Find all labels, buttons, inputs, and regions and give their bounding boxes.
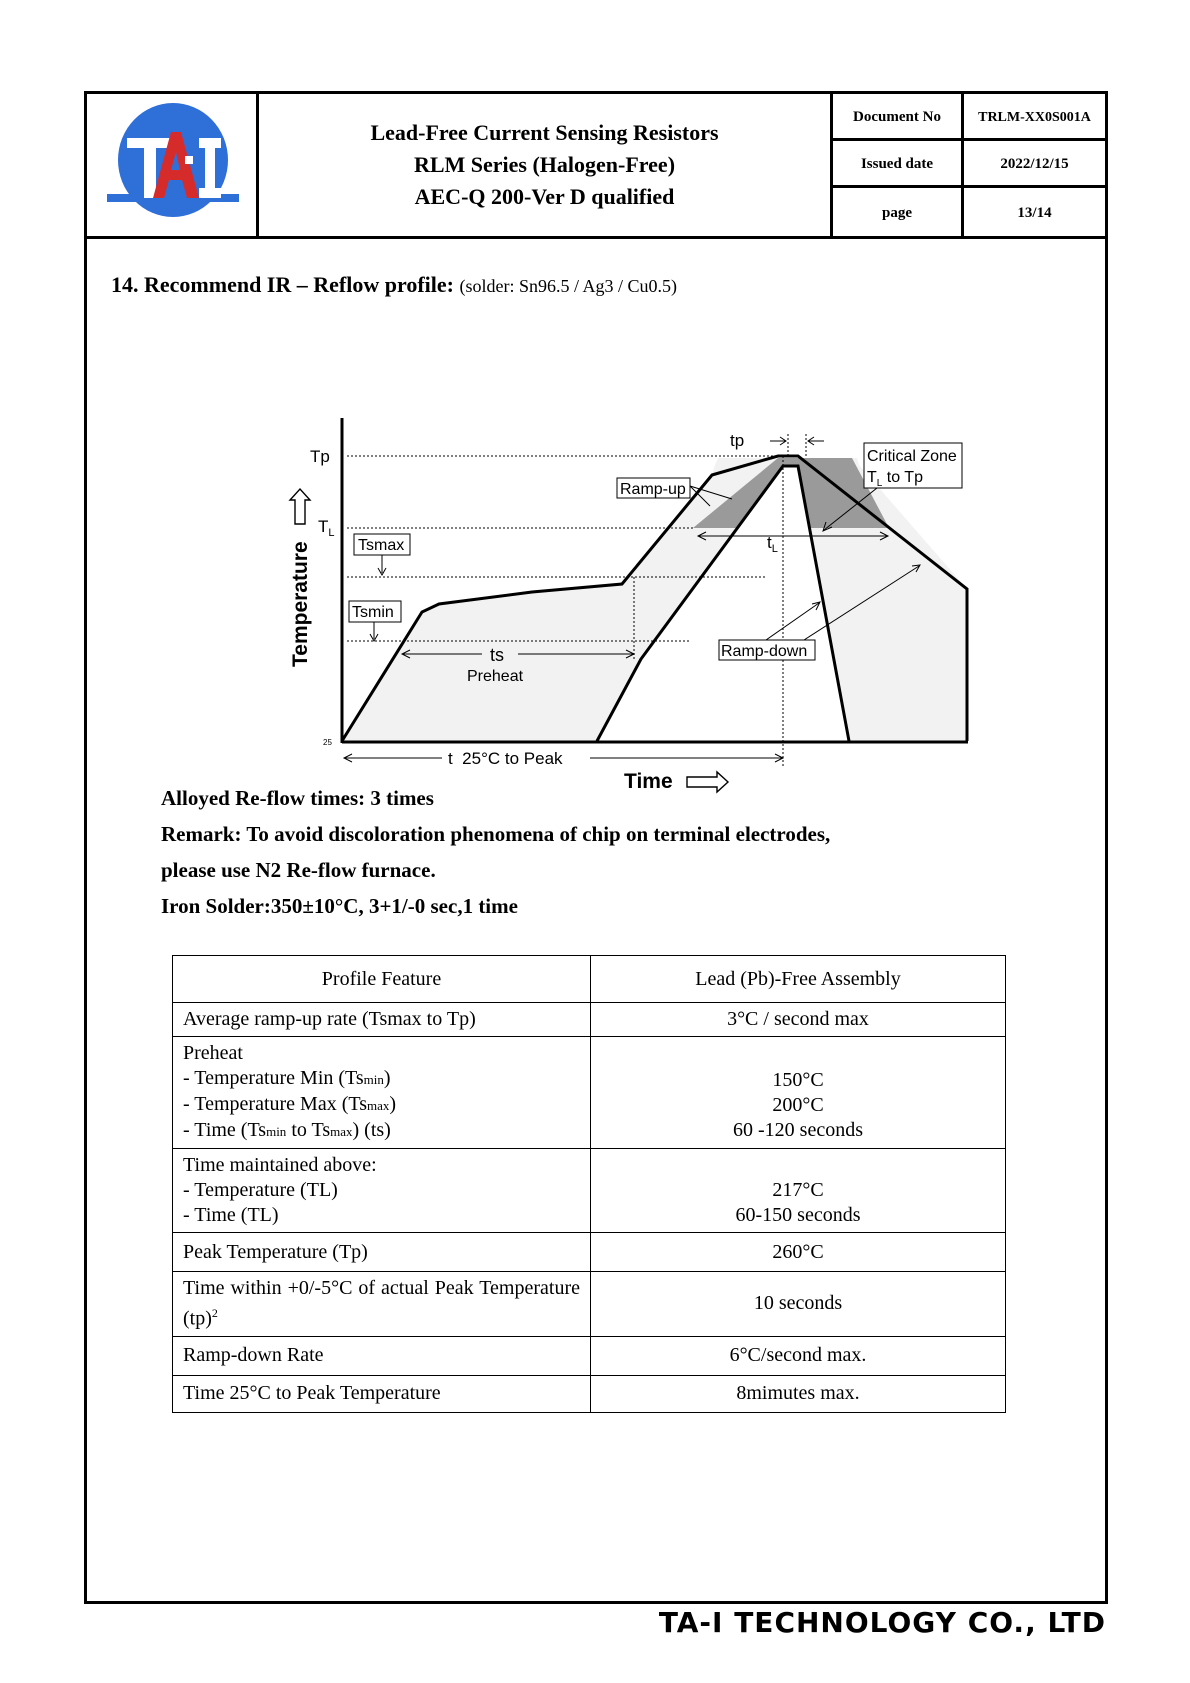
tsmin-label: Tsmin [352,604,394,621]
critical-zone-range-label: $T_L$ to Tp [867,469,923,489]
critical-zone-label: Critical Zone [867,448,957,465]
reflow-notes [161,780,830,924]
iron-solder-note: Iron Solder:350±10°C, 3+1/-0 sec,1 time [161,894,518,918]
tl-time-label: - Time (TL) [183,1204,279,1226]
series-title: RLM Series (Halogen-Free) [413,152,676,177]
table-row [173,1336,1006,1375]
table-row [173,1233,1006,1272]
y-axis-label: Temperature [289,541,312,667]
table-cell-value: 3°C / second max [591,1003,1006,1037]
table-row [173,1003,1006,1037]
meta-row-document-no [833,94,1105,141]
meta-label: Issued date [833,141,964,185]
table-cell-value [591,1149,1006,1233]
section-subtitle: (solder: Sn96.5 / Ag3 / Cu0.5) [459,276,677,296]
tl-title: Time maintained above: [183,1154,377,1176]
table-row [173,1272,1006,1337]
meta-label: Document No [833,94,964,138]
meta-row-page [833,188,1105,236]
start-temperature-label: 25 [323,738,332,747]
table-cell-value: 8mimutes max. [591,1375,1006,1412]
logo-cell [87,94,259,236]
section-heading [111,272,677,298]
table-cell-feature: Time 25°C to Peak Temperature [173,1375,591,1412]
preheat-min-label: - Temperature Min (Tsmin) [183,1067,391,1089]
preheat-label: Preheat [467,668,524,685]
company-footer: TA-I TECHNOLOGY CO., LTD [658,1606,1106,1639]
ramp-up-label: Ramp-up [620,481,686,498]
table-cell-feature: Ramp-down Rate [173,1336,591,1375]
preheat-title: Preheat [183,1042,243,1064]
qualification-title: AEC-Q 200-Ver D qualified [414,184,675,209]
table-cell-feature [173,1037,591,1149]
tl-temp-value: 217°C [772,1179,824,1201]
table-cell-feature [173,1149,591,1233]
meta-value: 13/14 [1017,205,1052,221]
table-cell-feature: Time within +0/-5°C of actual Peak Temperature (tp)$^2$ [173,1272,591,1337]
meta-label: page [833,188,964,236]
document-header [87,94,1105,239]
remark-note-continued: please use N2 Re-flow furnace. [161,858,436,882]
preheat-time-value: 60 -120 seconds [733,1118,863,1141]
table-cell-value [591,1037,1006,1149]
tp-level-label: Tp [310,447,330,466]
table-row [173,1149,1006,1233]
tsmax-label: Tsmax [358,537,405,554]
table-cell-value: 10 seconds [591,1272,1006,1337]
table-cell-feature: Average ramp-up rate (Tsmax to Tp) [173,1003,591,1037]
ts-label: ts [490,645,505,665]
document-title: Lead-Free Current Sensing Resistors [370,120,719,145]
up-arrow-icon [290,489,310,524]
table-header-row [173,956,1006,1003]
meta-row-issued-date [833,141,1105,188]
tp-time-label: tp [730,431,745,450]
tl-time-label: $t_L$ [767,533,778,555]
profile-feature-table [172,955,1006,1413]
section-title: 14. Recommend IR – Reflow profile: [111,272,454,297]
remark-note: Remark: To avoid discoloration phenomena of chip on terminal electrodes, [161,822,831,846]
preheat-max-value: 200°C [772,1093,824,1116]
document-meta-table [833,94,1105,236]
table-cell-value: 6°C/second max. [591,1336,1006,1375]
reflow-times-note: Alloyed Re-flow times: 3 times [161,786,434,810]
meta-value: TRLM-XX0S001A [978,110,1091,125]
table-cell-value: 260°C [591,1233,1006,1272]
document-frame [84,91,1108,1604]
table-row [173,1037,1006,1149]
preheat-max-label: - Temperature Max (Tsmax) [183,1093,397,1115]
document-title-block [259,94,833,236]
preheat-min-value: 150°C [772,1068,824,1091]
t25-peak-label: t 25°C to Peak [448,749,563,768]
table-cell-feature: Peak Temperature (Tp) [173,1233,591,1272]
tl-time-value: 60-150 seconds [735,1204,861,1226]
ramp-down-label: Ramp-down [721,643,808,660]
meta-value: 2022/12/15 [1000,156,1069,172]
table-header-cell: Profile Feature [173,956,591,1003]
x-axis-label: Time [624,770,673,793]
tl-level-label: $T_L$ [318,517,335,539]
table-row [173,1375,1006,1412]
tl-temp-label: - Temperature (TL) [183,1179,338,1201]
table-header-cell: Lead (Pb)-Free Assembly [591,956,1006,1003]
company-logo [87,94,259,236]
preheat-time-label: - Time (Tsmin to Tsmax) (ts) [183,1119,391,1141]
